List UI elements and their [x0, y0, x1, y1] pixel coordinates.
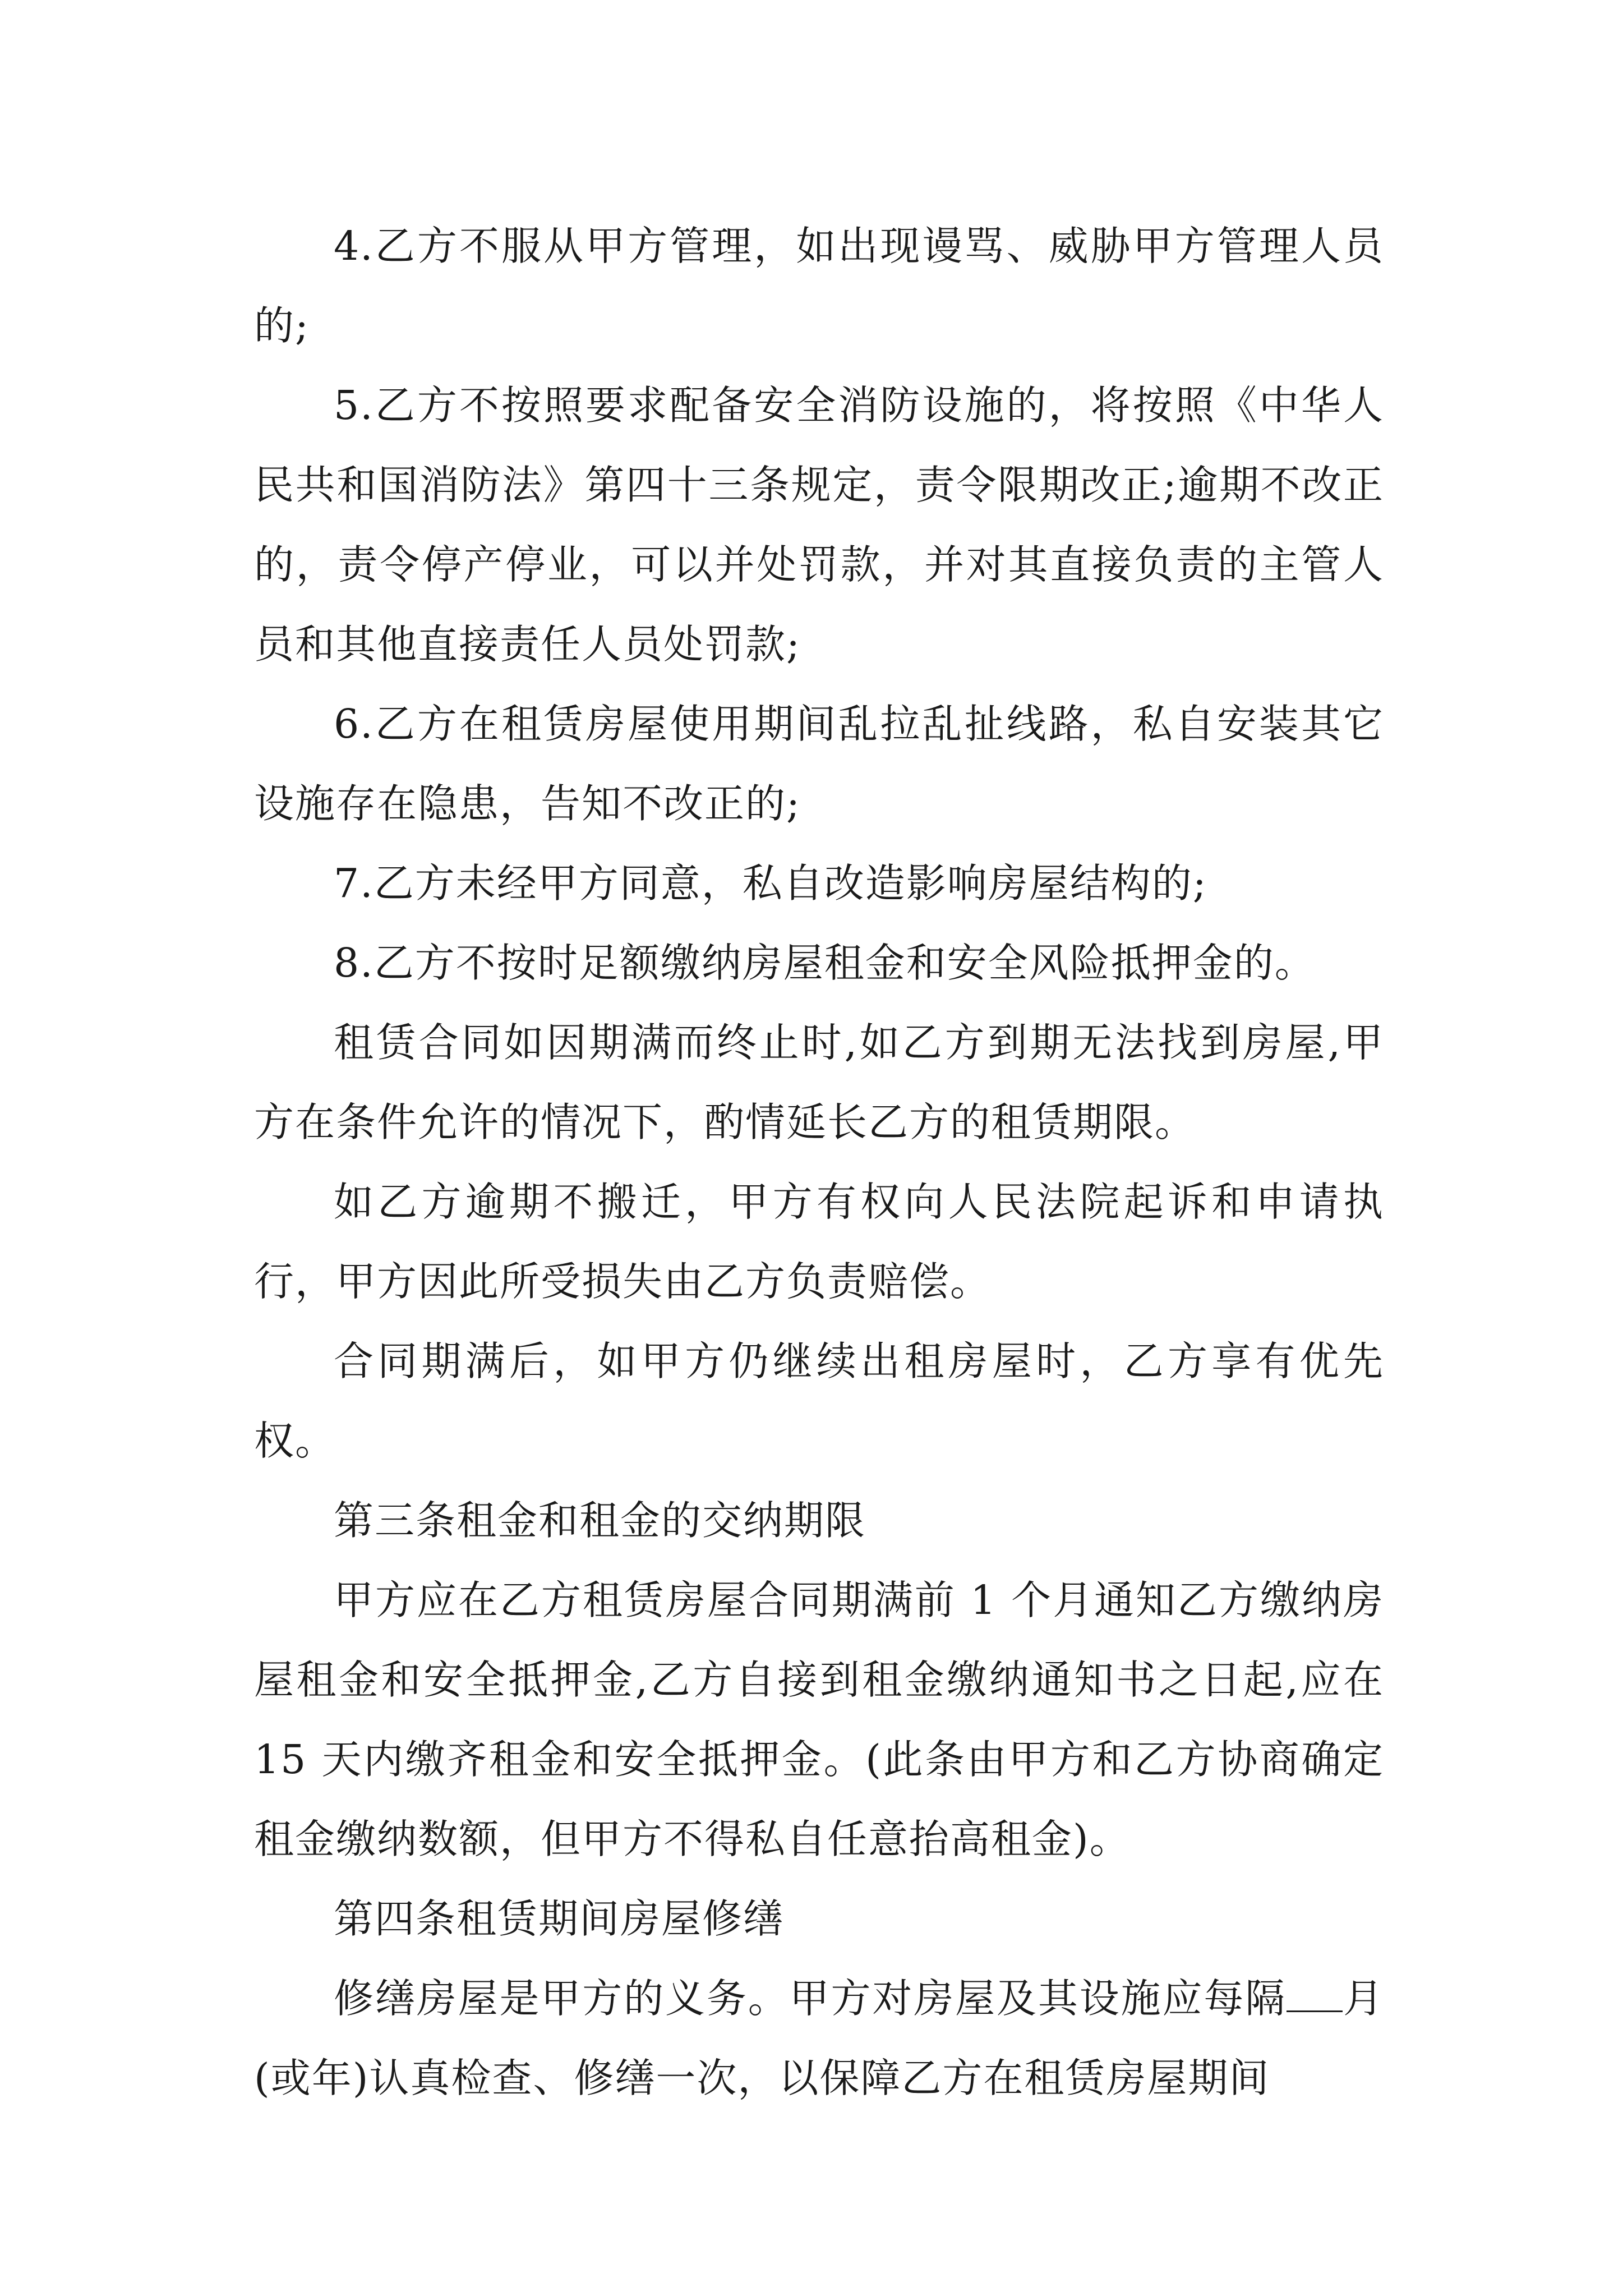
- clause-item-8: 8.乙方不按时足额缴纳房屋租金和安全风险抵押金的。: [334, 940, 1316, 986]
- priority-right-paragraph: 合同期满后，如甲方仍继续出租房屋时，乙方享有优先权。: [254, 1338, 1384, 1464]
- repair-text-before-blank: 修缮房屋是甲方的义务。甲方对房屋及其设施应每隔: [334, 1975, 1287, 2022]
- article-4-heading: 第四条租赁期间房屋修缮: [334, 1895, 785, 1942]
- clause-item-6: 6.乙方在租赁房屋使用期间乱拉乱扯线路，私自安装其它设施存在隐患，告知不改正的;: [254, 701, 1384, 827]
- fill-in-blank: [1287, 1977, 1343, 2012]
- repair-obligation-paragraph: [254, 1959, 1384, 2118]
- lease-expiry-paragraph: 租赁合同如因期满而终止时,如乙方到期无法找到房屋,甲方在条件允许的情况下，酌情延长乙方的租赁期限。: [254, 1019, 1384, 1145]
- rent-payment-paragraph: 甲方应在乙方租赁房屋合同期满前 1 个月通知乙方缴纳房屋租金和安全抵押金,乙方自接到租金缴纳通知书之日起,应在 15 天内缴齐租金和安全抵押金。(此条由甲方和乙方协商确定租金缴纳数额，但甲方不得私自任意抬高租金)。: [254, 1577, 1384, 1862]
- clause-item-5: 5.乙方不按照要求配备安全消防设施的，将按照《中华人民共和国消防法》第四十三条规定，责令限期改正;逾期不改正的，责令停产停业，可以并处罚款，并对其直接负责的主管人员和其他直接责任人员处罚款;: [254, 382, 1384, 668]
- article-3-heading: 第三条租金和租金的交纳期限: [334, 1497, 866, 1544]
- clause-item-4: 4.乙方不服从甲方管理，如出现谩骂、威胁甲方管理人员的;: [254, 223, 1384, 349]
- repair-text-after-blank: 月(或年)认真检查、修缮一次，以保障乙方在租赁房屋期间: [254, 1975, 1384, 2101]
- document-body: [254, 206, 1384, 2118]
- overdue-relocation-paragraph: 如乙方逾期不搬迁，甲方有权向人民法院起诉和申请执行，甲方因此所受损失由乙方负责赔偿。: [254, 1179, 1384, 1305]
- clause-item-7: 7.乙方未经甲方同意，私自改造影响房屋结构的;: [334, 860, 1207, 907]
